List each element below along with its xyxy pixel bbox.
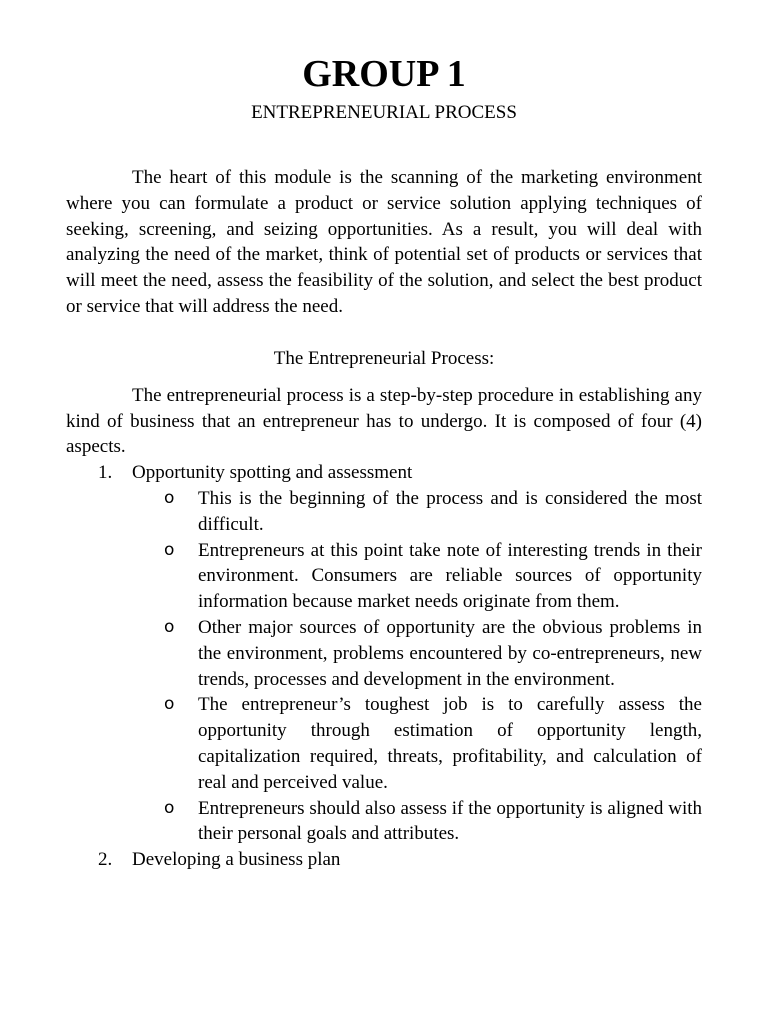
step-item (66, 460, 702, 847)
bullet-item (132, 486, 702, 538)
bullet-icon: o (164, 797, 175, 818)
bullet-icon: o (164, 616, 175, 637)
module-title: ENTREPRENEURIAL PROCESS (251, 102, 517, 123)
bullet-item (132, 692, 702, 795)
step-bullets (132, 486, 702, 847)
bullet-text: The entrepreneur’s toughest job is to carefully assess the opportunity through estimation of opportunity length, capitalization required, threats, profitability, and calculation of real and perceived value. (198, 694, 702, 793)
step-label: Developing a business plan (132, 849, 341, 871)
bullet-text: Entrepreneurs at this point take note of interesting trends in their environment. Consumers are reliable sources of opportunity information because market needs originate from them. (198, 539, 702, 613)
bullet-item (132, 615, 702, 692)
group-label: GROUP 1 (302, 53, 466, 95)
bullet-item (132, 538, 702, 615)
bullet-icon: o (164, 487, 175, 508)
section-paragraph: The entrepreneurial process is a step-by-step procedure in establishing any kind of business that an entrepreneur has to undergo. It is composed of four (4) aspects. (66, 384, 702, 458)
section-heading: The Entrepreneurial Process: (273, 347, 495, 369)
steps-list (66, 460, 702, 873)
document-page (66, 53, 702, 873)
bullet-icon: o (164, 694, 175, 715)
bullet-item (132, 796, 702, 848)
step-item (66, 847, 702, 873)
bullet-icon: o (164, 539, 175, 560)
bullet-text: Other major sources of opportunity are the obvious problems in the environment, problems encountered by co-entrepreneurs, new trends, processes and development in the environment. (198, 616, 702, 690)
intro-paragraph: The heart of this module is the scanning of the marketing environment where you can formulate a product or service solution applying techniques of seeking, screening, and seizing opportunities. As a result, you will deal with analyzing the need of the market, think of potential set of products or services that will meet the need, assess the feasibility of the solution, and select the best product or service that will address the need. (66, 167, 702, 317)
step-number: 1. (98, 462, 113, 484)
bullet-text: This is the beginning of the process and is considered the most difficult. (198, 487, 702, 535)
step-label: Opportunity spotting and assessment (132, 462, 413, 484)
step-number: 2. (98, 849, 113, 871)
bullet-text: Entrepreneurs should also assess if the opportunity is aligned with their personal goals and attributes. (198, 797, 702, 845)
